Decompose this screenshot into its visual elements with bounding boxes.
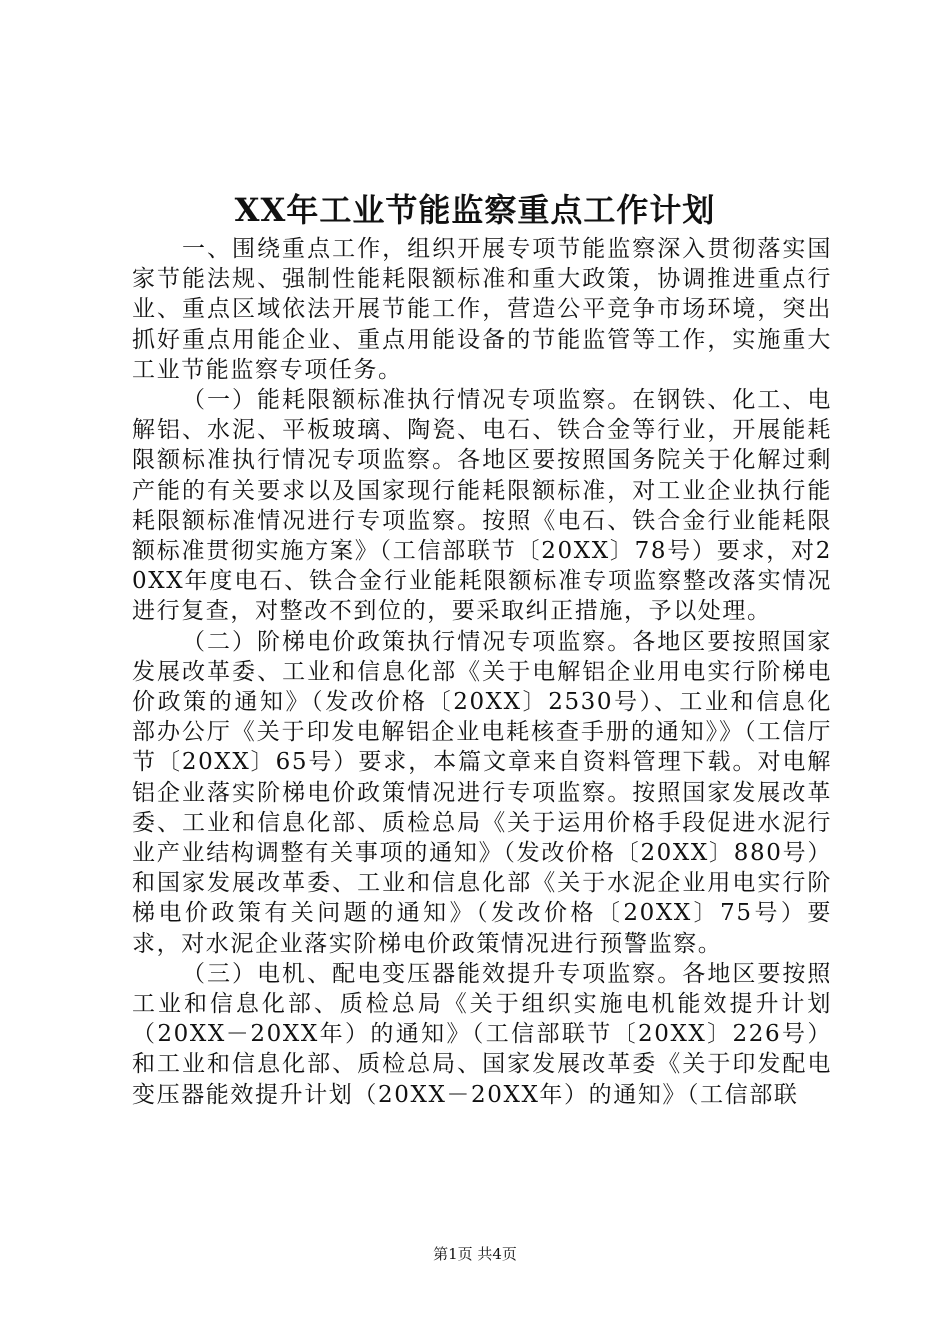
paragraph-4: （三）电机、配电变压器能效提升专项监察。各地区要按照工业和信息化部、质检总局《关于组织实施电机能效提升计划（20XX－20XX年）的通知》（工信部联节〔20XX〕226号）和工业和信息化部、质检总局、国家发展改革委《关于印发配电变压器能效提升计划（20XX－20XX年）的通知》（工信部联 bbox=[132, 960, 832, 1108]
document-body bbox=[132, 234, 832, 1110]
paragraph-2: （一）能耗限额标准执行情况专项监察。在钢铁、化工、电解铝、水泥、平板玻璃、陶瓷、电石、铁合金等行业，开展能耗限额标准执行情况专项监察。各地区要按照国务院关于化解过剩产能的有关要求以及国家现行能耗限额标准，对工业企业执行能耗限额标准情况进行专项监察。按照《电石、铁合金行业能耗限额标准贯彻实施方案》（工信部联节〔20XX〕78号）要求，对20XX年度电石、铁合金行业能耗限额标准专项监察整改落实情况进行复查，对整改不到位的，要采取纠正措施，予以处理。 bbox=[132, 387, 832, 625]
document-title: XX年工业节能监察重点工作计划 bbox=[234, 191, 716, 229]
paragraph-1: 一、围绕重点工作，组织开展专项节能监察深入贯彻落实国家节能法规、强制性能耗限额标准和重大政策，协调推进重点行业、重点区域依法开展节能工作，营造公平竞争市场环境，突出抓好重点用能企业、重点用能设备的节能监管等工作，实施重大工业节能监察专项任务。 bbox=[132, 236, 832, 383]
paragraph-3: （二）阶梯电价政策执行情况专项监察。各地区要按照国家发展改革委、工业和信息化部《关于电解铝企业用电实行阶梯电价政策的通知》（发改价格〔20XX〕2530号）、工业和信息化部办公厅《关于印发电解铝企业电耗核查手册的通知》》（工信厅节〔20XX〕65号）要求，本篇文章来自资料管理下载。对电解铝企业落实阶梯电价政策情况进行专项监察。按照国家发展改革委、工业和信息化部、质检总局《关于运用价格手段促进水泥行业产业结构调整有关事项的通知》（发改价格〔20XX〕880号）和国家发展改革委、工业和信息化部《关于水泥企业用电实行阶梯电价政策有关问题的通知》（发改价格〔20XX〕75号）要求，对水泥企业落实阶梯电价政策情况进行预警监察。 bbox=[132, 628, 832, 957]
page-footer: 第1页 共4页 bbox=[433, 1245, 517, 1263]
